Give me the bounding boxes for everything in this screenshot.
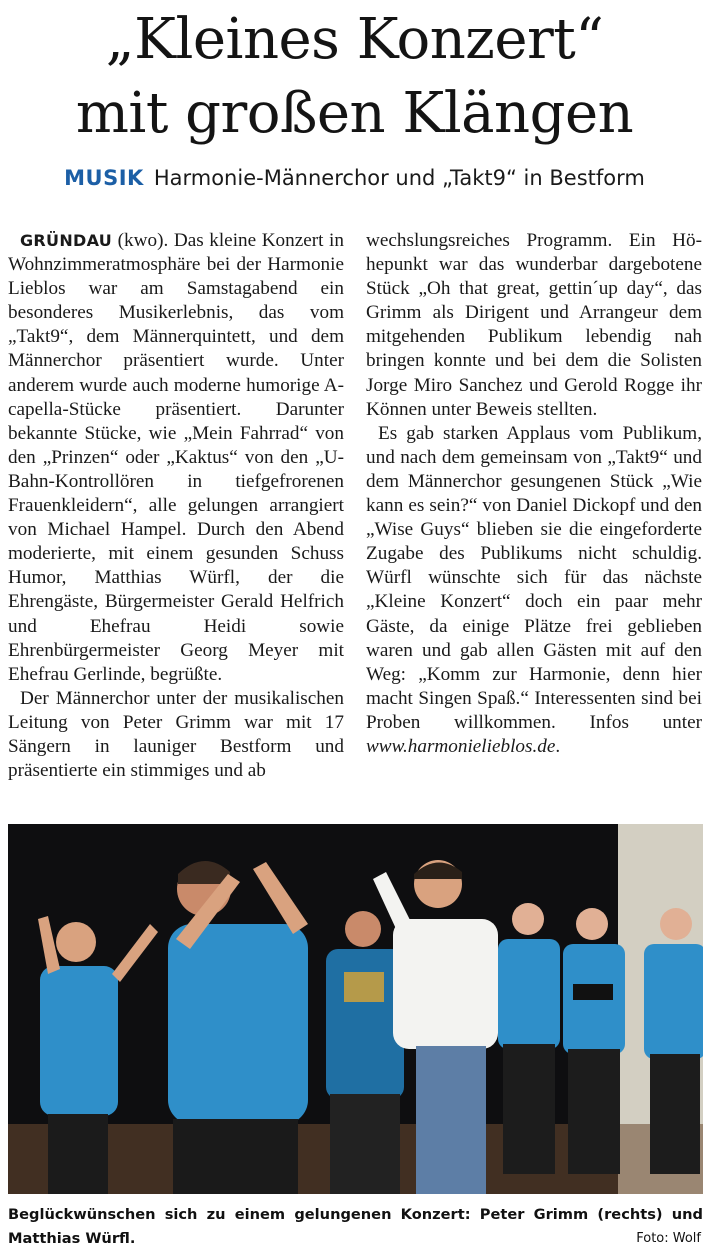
article-paragraph-3-end: . xyxy=(555,735,561,757)
dateline: GRÜNDAU xyxy=(20,231,113,250)
subheadline xyxy=(0,166,709,190)
article-paragraph-1 xyxy=(8,229,344,687)
subheadline-text: Harmonie-Männerchor und „Takt9“ in Bestform xyxy=(153,166,645,190)
singer-middle xyxy=(326,911,404,1194)
photo-caption: Beglückwünschen sich zu einem gelungenen Konzert: Peter Grimm (rechts) und Matthias Würfl. xyxy=(8,1206,703,1247)
website-link[interactable]: www.harmonielieblos.de xyxy=(366,735,556,757)
article-paragraph-2-end: wechslungsreiches Programm. Ein Höhepunkt war das wunderbar dargebotene Stück „Oh that great, gettin´up day“, das Grimm als Dirigent und Arrangeur dem mitgehenden Publikum lebendig nah bringen konnte und bei dem die Solisten Jorge Miro Sanchez und Gerold Rogge ihr Können unter Beweis stellten. xyxy=(366,230,702,420)
headline-line-2: mit großen Klängen xyxy=(75,81,634,146)
article-paragraph-3 xyxy=(366,422,702,759)
concert-photo-illustration xyxy=(8,824,703,1194)
photo-credit: Foto: Wolf xyxy=(636,1231,701,1246)
article-column-left xyxy=(8,229,344,783)
article-paragraph-1-text: (kwo). Das kleine Konzert in Wohnzimmeratmosphäre bei der Harmonie Lieblos war am Samstagabend ein besonderes Musikerlebnis, das vom „Takt9“, dem Männerquintett, und dem Männerchor präsentiert wurde. Unter anderem wurde auch moderne humorige A-capella-Stücke präsentiert. Darunter bekannte Stücke, wie „Mein Fahrrad“ von den „Prinzen“ oder „Kaktus“ von den „U-Bahn-Kontrollören in tiefgefrorenen Frauenkleidern“, alle gelungen arrangiert von Michael Hampel. Durch den Abend moderierte, mit einem gesunden Schuss Humor, Matthias Würfl, der die Ehrengäste, Bürgermeister Gerald Helfrich und Ehefrau Heidi sowie Ehrenbürgermeister Georg Meyer mit Ehefrau Gerlinde, begrüßte. xyxy=(8,230,344,685)
article-paragraph-3-text: Es gab starken Applaus vom Publikum, und nach dem gemeinsam von „Takt9“ und dem Männerchor gesungenen Stück „Wie kann es sein?“ von Daniel Dickopf und den „Wise Guys“ blieben sie die eingeforderte Zugabe des Publikums nicht schuldig. Würfl wünschte sich für das nächste „Kleine Konzert“ doch ein paar mehr Gäste, da einige Plätze frei geblieben waren und gab allen Gästen mit auf den Weg: „Komm zur Harmonie, denn hier macht Singen Spaß.“ Interessenten sind bei Proben willkommen. Infos unter xyxy=(366,422,702,733)
concert-photo xyxy=(8,824,703,1194)
section-kicker: MUSIK xyxy=(64,166,144,190)
headline-line-1: „Kleines Konzert“ xyxy=(105,7,604,72)
article-paragraph-2-start: Der Männerchor unter der musikalischen Leitung von Peter Grimm war mit 17 Sängern in launiger Bestform und präsentierte ein stimmiges und ab xyxy=(8,687,344,782)
article-column-right xyxy=(366,229,702,759)
